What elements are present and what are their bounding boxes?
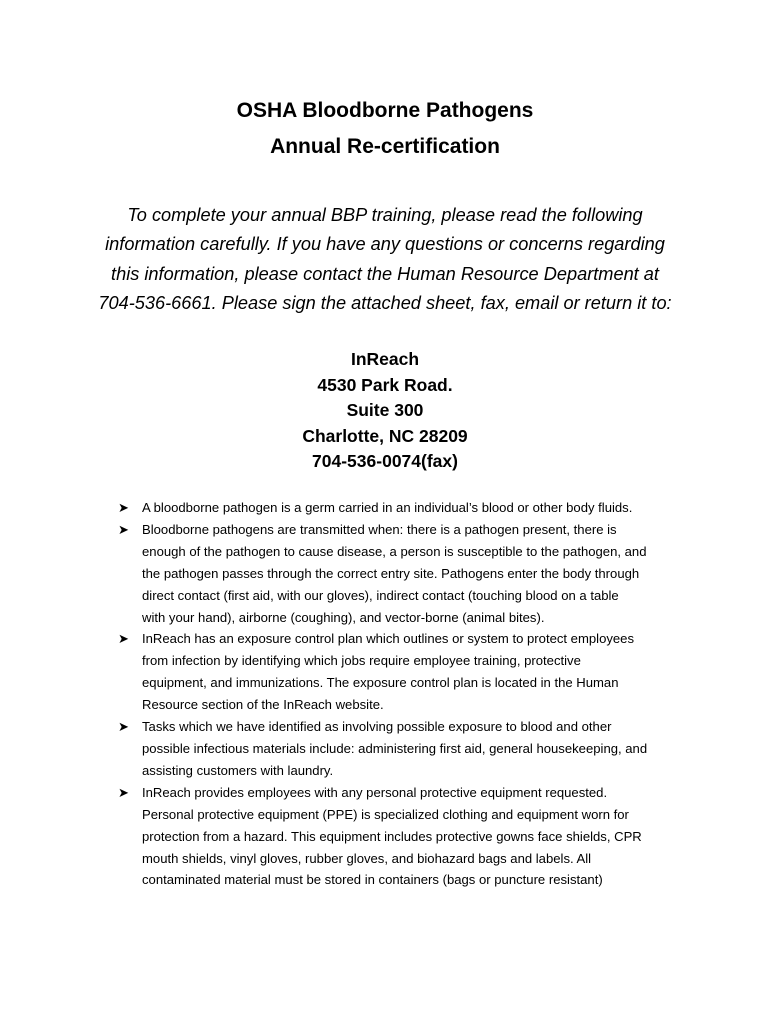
list-item xyxy=(116,497,676,519)
bullet-line: from infection by identifying which jobs require employee training, protective xyxy=(142,653,581,669)
bullet-line: mouth shields, vinyl gloves, rubber gloves, and biohazard bags and labels. All xyxy=(142,850,592,866)
address-name: InReach xyxy=(350,349,420,369)
bullet-line: enough of the pathogen to cause disease, a person is susceptible to the pathogen, and xyxy=(142,543,647,559)
bullet-line: InReach has an exposure control plan which outlines or system to protect employees xyxy=(142,631,635,647)
list-item xyxy=(116,716,676,782)
arrowhead-bullet-icon: ➤ xyxy=(118,500,129,515)
bullet-line: with your hand), airborne (coughing), and vector-borne (animal bites). xyxy=(142,609,545,625)
arrowhead-bullet-icon: ➤ xyxy=(118,719,129,735)
intro-line: 704-536-6661. Please sign the attached sheet, fax, email or return it to: xyxy=(98,292,672,313)
address-block xyxy=(0,347,770,475)
list-item xyxy=(116,782,676,892)
bullet-line: contaminated material must be stored in containers (bags or puncture resistant) xyxy=(142,872,603,888)
arrowhead-bullet-icon: ➤ xyxy=(118,784,129,800)
intro-line: To complete your annual BBP training, please read the following xyxy=(127,205,643,225)
bullet-list xyxy=(116,497,676,891)
bullet-line: protection from a hazard. This equipment includes protective gowns face shields, CPR xyxy=(142,828,642,844)
bullet-line: Bloodborne pathogens are transmitted when: there is a pathogen present, there is xyxy=(142,521,617,537)
bullet-line: the pathogen passes through the correct entry site. Pathogens enter the body through xyxy=(142,565,640,581)
arrowhead-bullet-icon: ➤ xyxy=(118,521,129,537)
address-city: Charlotte, NC 28209 xyxy=(302,425,468,446)
bullet-line: direct contact (first aid, with our gloves), indirect contact (touching blood on a table xyxy=(142,587,619,603)
address-suite: Suite 300 xyxy=(346,400,424,420)
bullet-line: A bloodborne pathogen is a germ carried in an individual’s blood or other body fluids. xyxy=(142,500,633,515)
bullet-line: Resource section of the InReach website. xyxy=(142,697,384,713)
bullet-line: InReach provides employees with any personal protective equipment requested. xyxy=(142,784,608,800)
intro-line: information carefully. If you have any questions or concerns regarding xyxy=(105,234,665,255)
address-street: 4530 Park Road. xyxy=(317,374,453,395)
arrowhead-bullet-icon: ➤ xyxy=(118,631,129,647)
intro-paragraph xyxy=(80,201,690,318)
bullet-line: Personal protective equipment (PPE) is specialized clothing and equipment worn for xyxy=(142,806,629,822)
document-title-line-2: Annual Re-certification xyxy=(270,135,500,158)
list-item xyxy=(116,628,676,716)
bullet-line: Tasks which we have identified as involving possible exposure to blood and other xyxy=(142,719,612,735)
intro-line: this information, please contact the Human Resource Department at xyxy=(111,263,659,284)
list-item xyxy=(116,519,676,629)
document-title-line-1: OSHA Bloodborne Pathogens xyxy=(236,99,534,122)
bullet-line: equipment, and immunizations. The exposure control plan is located in the Human xyxy=(142,675,619,691)
bullet-line: assisting customers with laundry. xyxy=(142,762,334,778)
address-fax: 704-536-0074(fax) xyxy=(312,451,458,471)
bullet-line: possible infectious materials include: administering first aid, general housekeeping, and xyxy=(142,740,648,756)
